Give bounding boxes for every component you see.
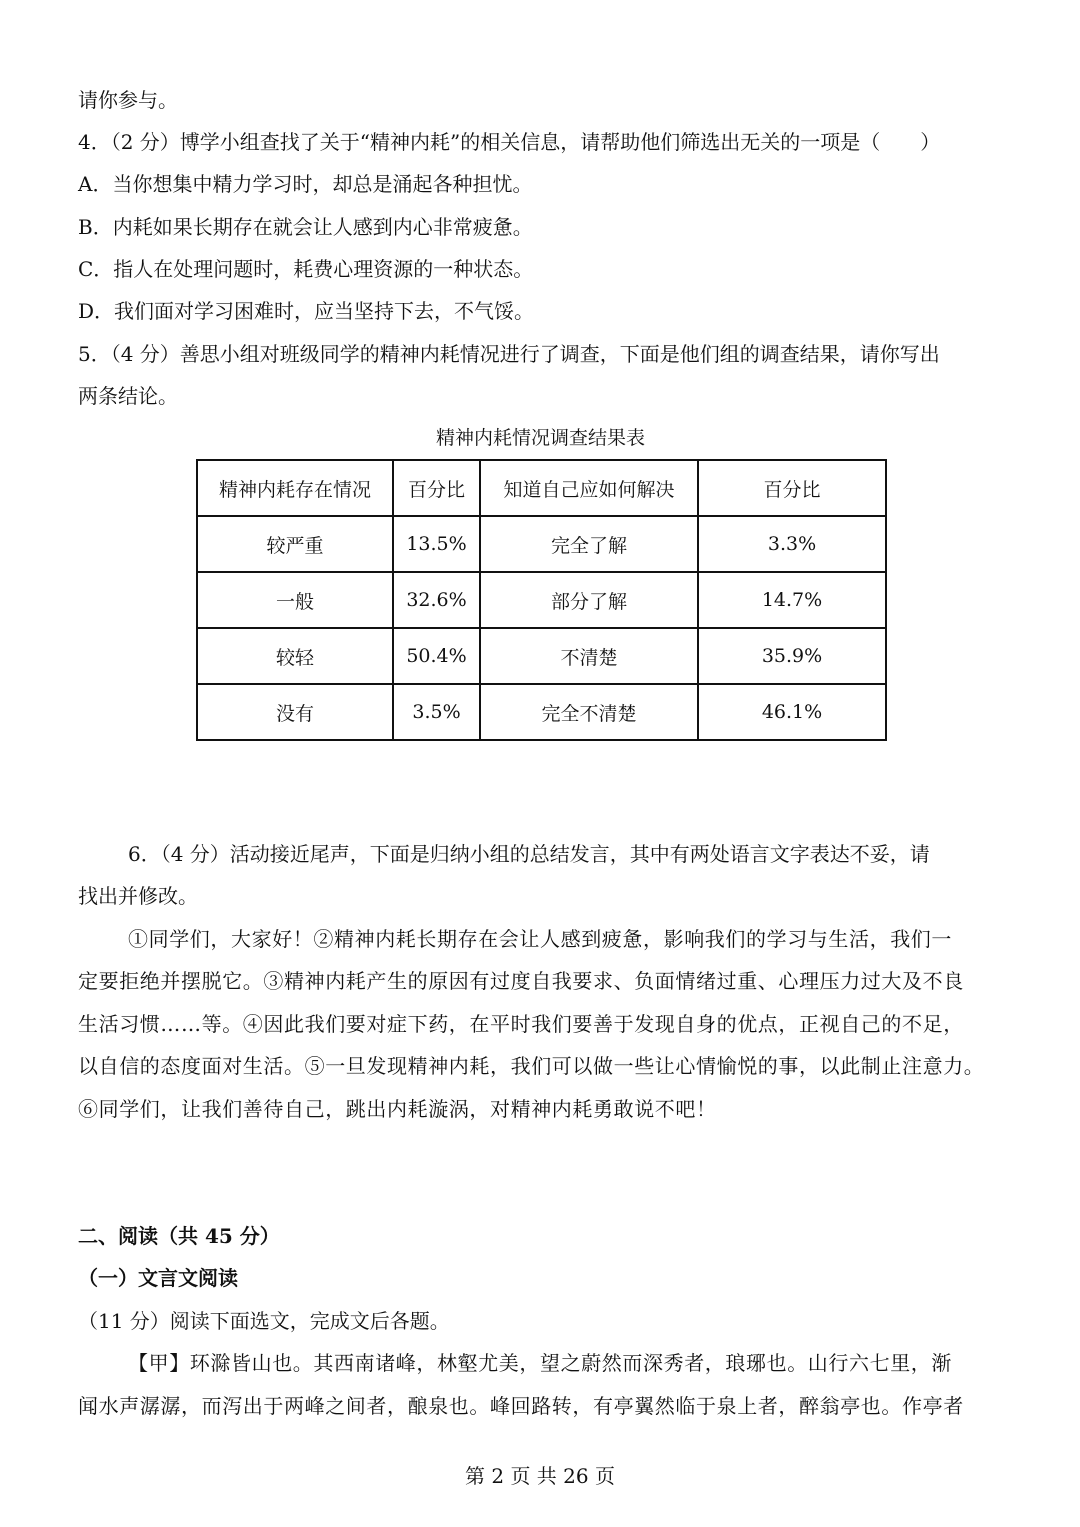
table-cell: 46.1% bbox=[698, 684, 886, 740]
q6-speech-line: 生活习惯……等。④因此我们要对症下药，在平时我们要善于发现自身的优点，正视自己的不足， bbox=[78, 1012, 964, 1036]
q5-stem-continued: 两条结论。 bbox=[78, 384, 178, 408]
table-row bbox=[197, 628, 886, 684]
table-cell: 部分了解 bbox=[480, 572, 698, 628]
table-cell: 35.9% bbox=[698, 628, 886, 684]
table-row bbox=[197, 684, 886, 740]
header-cell: 百分比 bbox=[393, 460, 480, 516]
q4-option-b: B．内耗如果长期存在就会让人感到内心非常疲惫。 bbox=[78, 215, 533, 239]
page-number: 第 2 页 共 26 页 bbox=[465, 1464, 615, 1488]
table-cell: 不清楚 bbox=[480, 628, 698, 684]
section-instruction: （11 分）阅读下面选文，完成文后各题。 bbox=[78, 1309, 450, 1333]
q5-stem: 5．（4 分）善思小组对班级同学的精神内耗情况进行了调查，下面是他们组的调查结果，请你写出 bbox=[78, 342, 940, 366]
table-cell: 50.4% bbox=[393, 628, 480, 684]
q6-stem: 6．（4 分）活动接近尾声，下面是归纳小组的总结发言，其中有两处语言文字表达不妥，请 bbox=[128, 842, 930, 866]
q4-option-a: A．当你想集中精力学习时，却总是涌起各种担忧。 bbox=[78, 172, 533, 196]
table-row bbox=[197, 572, 886, 628]
section-subtitle: （一）文言文阅读 bbox=[78, 1266, 238, 1290]
table-cell: 32.6% bbox=[393, 572, 480, 628]
section-title: 二、阅读（共 45 分） bbox=[78, 1224, 280, 1248]
intro-text: 请你参与。 bbox=[78, 88, 178, 112]
table-cell: 3.5% bbox=[393, 684, 480, 740]
q6-speech-line: 以自信的态度面对生活。⑤一旦发现精神内耗，我们可以做一些让心情愉悦的事，以此制止注意力。 bbox=[78, 1054, 985, 1078]
table-cell: 一般 bbox=[197, 572, 393, 628]
header-cell: 知道自己应如何解决 bbox=[480, 460, 698, 516]
q6-speech-line: 定要拒绝并摆脱它。③精神内耗产生的原因有过度自我要求、负面情绪过重、心理压力过大及不良 bbox=[78, 969, 964, 993]
table-cell: 没有 bbox=[197, 684, 393, 740]
passage-line: 【甲】环滁皆山也。其西南诸峰，林壑尤美，望之蔚然而深秀者，琅琊也。山行六七里，渐 bbox=[128, 1351, 952, 1375]
q6-stem-continued: 找出并修改。 bbox=[78, 884, 198, 908]
header-cell: 百分比 bbox=[698, 460, 886, 516]
table-cell: 完全了解 bbox=[480, 516, 698, 572]
header-cell: 精神内耗存在情况 bbox=[197, 460, 393, 516]
q6-speech-line: ⑥同学们，让我们善待自己，跳出内耗漩涡，对精神内耗勇敢说不吧！ bbox=[78, 1097, 717, 1121]
table-cell: 14.7% bbox=[698, 572, 886, 628]
table-row bbox=[197, 516, 886, 572]
q4-stem: 4．（2 分）博学小组查找了关于“精神内耗”的相关信息，请帮助他们筛选出无关的一项是（ ） bbox=[78, 130, 941, 154]
table-caption: 精神内耗情况调查结果表 bbox=[435, 427, 645, 449]
q4-option-d: D．我们面对学习困难时，应当坚持下去，不气馁。 bbox=[78, 299, 535, 323]
table-header-row bbox=[197, 460, 886, 516]
q4-option-c: C．指人在处理问题时，耗费心理资源的一种状态。 bbox=[78, 257, 534, 281]
survey-table bbox=[196, 459, 887, 741]
table-cell: 较轻 bbox=[197, 628, 393, 684]
table-cell: 较严重 bbox=[197, 516, 393, 572]
table-cell: 完全不清楚 bbox=[480, 684, 698, 740]
table-cell: 13.5% bbox=[393, 516, 480, 572]
q6-speech-line: ①同学们，大家好！②精神内耗长期存在会让人感到疲惫，影响我们的学习与生活，我们一 bbox=[128, 927, 952, 951]
passage-line: 闻水声潺潺，而泻出于两峰之间者，酿泉也。峰回路转，有亭翼然临于泉上者，醉翁亭也。作亭者 bbox=[78, 1394, 964, 1418]
table-cell: 3.3% bbox=[698, 516, 886, 572]
